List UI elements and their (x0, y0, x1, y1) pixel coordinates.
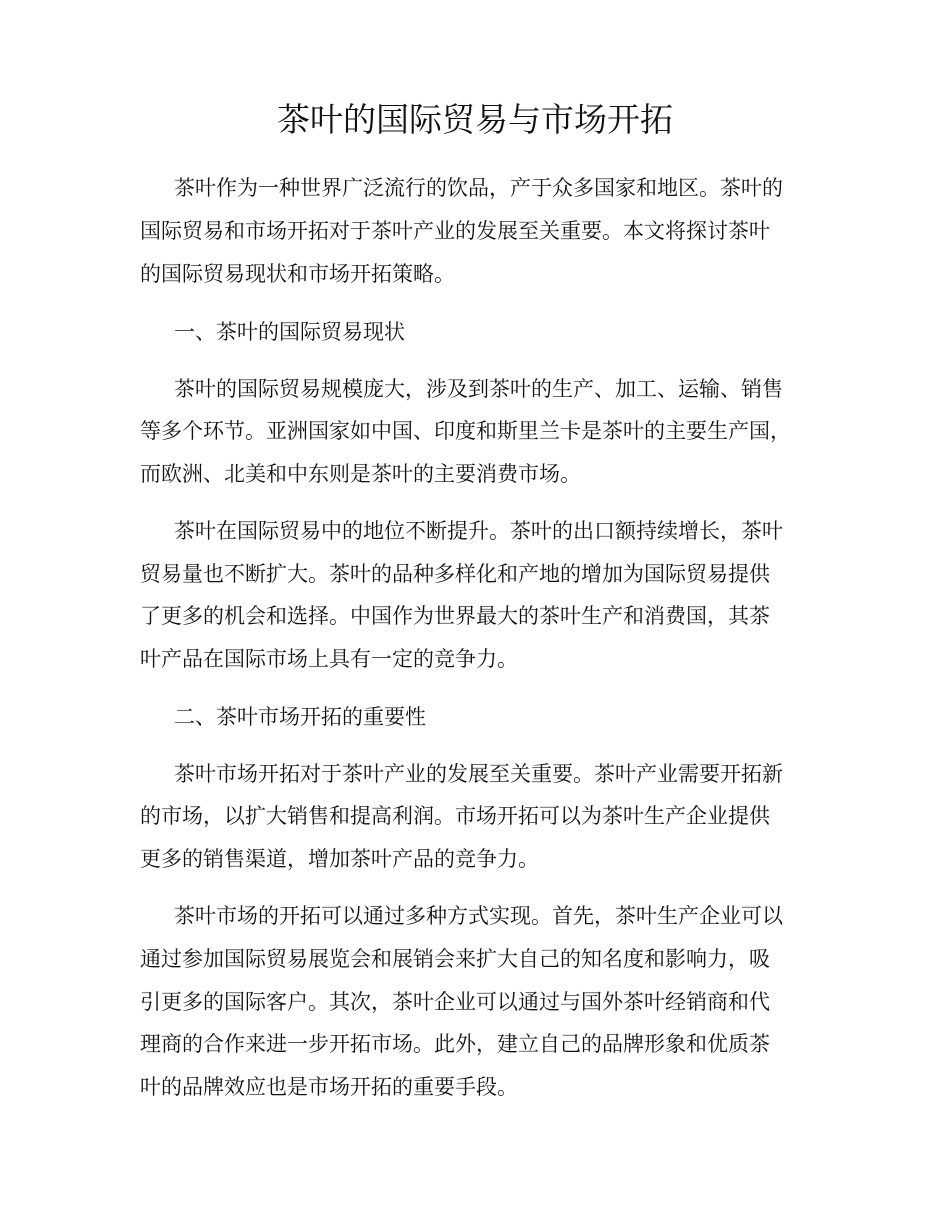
paragraph-line: 通过参加国际贸易展览会和展销会来扩大自己的知名度和影响力，吸 (140, 947, 770, 971)
paragraph-line: 叶的品牌效应也是市场开拓的重要手段。 (140, 1075, 518, 1099)
section-heading: 二、茶叶市场开拓的重要性 (174, 705, 426, 729)
section-heading: 一、茶叶的国际贸易现状 (174, 320, 405, 344)
paragraph-line: 的市场，以扩大销售和提高利润。市场开拓可以为茶叶生产企业提供 (140, 804, 770, 828)
paragraph-line: 而欧洲、北美和中东则是茶叶的主要消费市场。 (140, 462, 581, 486)
paragraph-line: 引更多的国际客户。其次，茶叶企业可以通过与国外茶叶经销商和代 (140, 990, 770, 1014)
paragraph-line: 茶叶作为一种世界广泛流行的饮品，产于众多国家和地区。茶叶的 (174, 176, 783, 200)
paragraph-line: 茶叶市场开拓对于茶叶产业的发展至关重要。茶叶产业需要开拓新 (174, 762, 783, 786)
paragraph-line: 更多的销售渠道，增加茶叶产品的竞争力。 (140, 847, 539, 871)
paragraph-line: 茶叶的国际贸易规模庞大，涉及到茶叶的生产、加工、运输、销售 (174, 377, 783, 401)
paragraph-line: 茶叶市场的开拓可以通过多种方式实现。首先，茶叶生产企业可以 (174, 904, 783, 928)
paragraph-line: 了更多的机会和选择。中国作为世界最大的茶叶生产和消费国，其茶 (140, 604, 770, 628)
paragraph-line: 贸易量也不断扩大。茶叶的品种多样化和产地的增加为国际贸易提供 (140, 562, 770, 586)
paragraph-line: 叶产品在国际市场上具有一定的竞争力。 (140, 647, 518, 671)
paragraph-line: 等多个环节。亚洲国家如中国、印度和斯里兰卡是茶叶的主要生产国， (140, 419, 791, 443)
paragraph-line: 国际贸易和市场开拓对于茶叶产业的发展至关重要。本文将探讨茶叶 (140, 219, 770, 243)
paragraph-line: 理商的合作来进一步开拓市场。此外，建立自己的品牌形象和优质茶 (140, 1032, 770, 1056)
paragraph-line: 茶叶在国际贸易中的地位不断提升。茶叶的出口额持续增长，茶叶 (174, 519, 783, 543)
document-title: 茶叶的国际贸易与市场开拓 (277, 100, 673, 139)
paragraph-line: 的国际贸易现状和市场开拓策略。 (140, 262, 455, 286)
